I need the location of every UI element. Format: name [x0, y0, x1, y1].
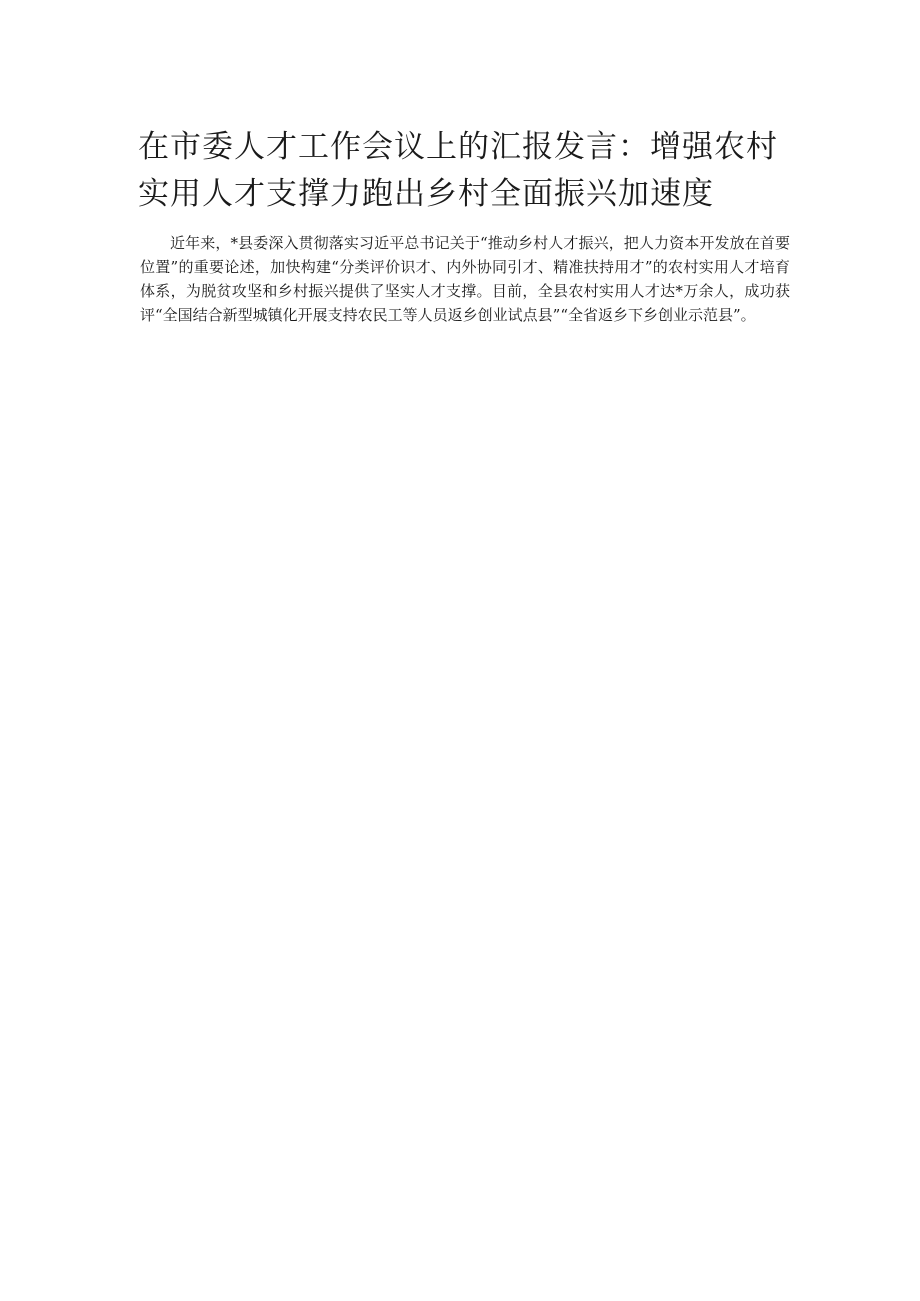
- paragraph-intro: [140, 231, 790, 327]
- document-title: 在市委人才工作会议上的汇报发言：增强农村实用人才支撑力跑出乡村全面振兴加速度: [138, 129, 778, 212]
- paragraph-intro-text: 近年来，*县委深入贯彻落实习近平总书记关于“推动乡村人才振兴，把人力资本开发放在首要位置”的重要论述，加快构建“分类评价识才、内外协同引才、精准扶持用才”的农村实用人才培育体系，为脱贫攻坚和乡村振兴提供了坚实人才支撑。目前，全县农村实用人才达*万余人，成功获评“全国结合新型城镇化开展支持农民工等人员返乡创业试点县”“全省返乡下乡创业示范县”。: [140, 234, 790, 324]
- document-body: [140, 231, 790, 329]
